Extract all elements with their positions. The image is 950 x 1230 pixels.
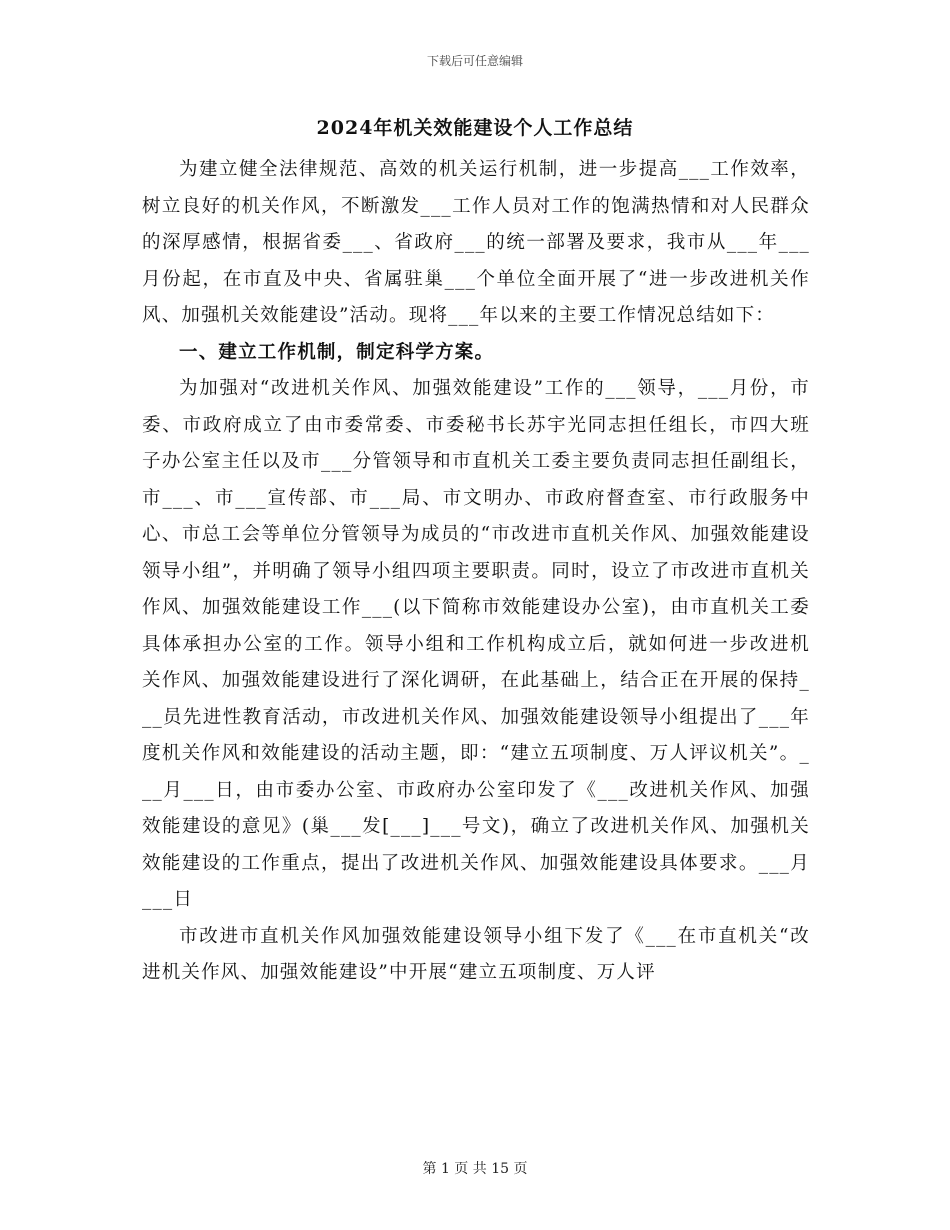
document-body — [142, 152, 810, 992]
document-title: 2024年机关效能建设个人工作总结 — [316, 117, 634, 139]
body-paragraph: 市改进市直机关作风加强效能建设领导小组下发了《___在市直机关“改进机关作风、加强效能建设”中开展“建立五项制度、万人评 — [142, 925, 810, 983]
intro-paragraph: 为建立健全法律规范、高效的机关运行机制，进一步提高___工作效率，树立良好的机关作风，不断激发___工作人员对工作的饱满热情和对人民群众的深厚感情，根据省委___、省政府___的统一部署及要求，我市从___年___月份起，在市直及中央、省属驻巢___个单位全面开展了“进一步改进机关作风、加强机关效能建设”活动。现将___年以来的主要工作情况总结如下： — [142, 159, 810, 326]
page-number: 第 1 页 共 15 页 — [422, 1161, 528, 1177]
page-header-note: 下载后可任意编辑 — [426, 54, 523, 68]
body-paragraph: 为加强对“改进机关作风、加强效能建设”工作的___领导，___月份，市委、市政府成立了由市委常委、市委秘书长苏宇光同志担任组长，市四大班子办公室主任以及市___分管领导和市直机关工委主要负责同志担任副组长，市___、市___宣传部、市___局、市文明办、市政府督查室、市行政服务中心、市总工会等单位分管领导为成员的“市改进市直机关作风、加强效能建设领导小组”，并明确了领导小组四项主要职责。同时，设立了市改进市直机关作风、加强效能建设工作___(以下简称市效能建设办公室)，由市直机关工委具体承担办公室的工作。领导小组和工作机构成立后，就如何进一步改进机关作风、加强效能建设进行了深化调研，在此基础上，结合正在开展的保持___员先进性教育活动，市改进机关作风、加强效能建设领导小组提出了___年度机关作风和效能建设的活动主题，即：“建立五项制度、万人评议机关”。___月___日，由市委办公室、市政府办公室印发了《___改进机关作风、加强效能建设的意见》(巢___发[___]___号文)，确立了改进机关作风、加强机关效能建设的工作重点，提出了改进机关作风、加强效能建设具体要求。___月___日 — [142, 378, 810, 910]
section-heading: 一、建立工作机制，制定科学方案。 — [179, 341, 495, 363]
